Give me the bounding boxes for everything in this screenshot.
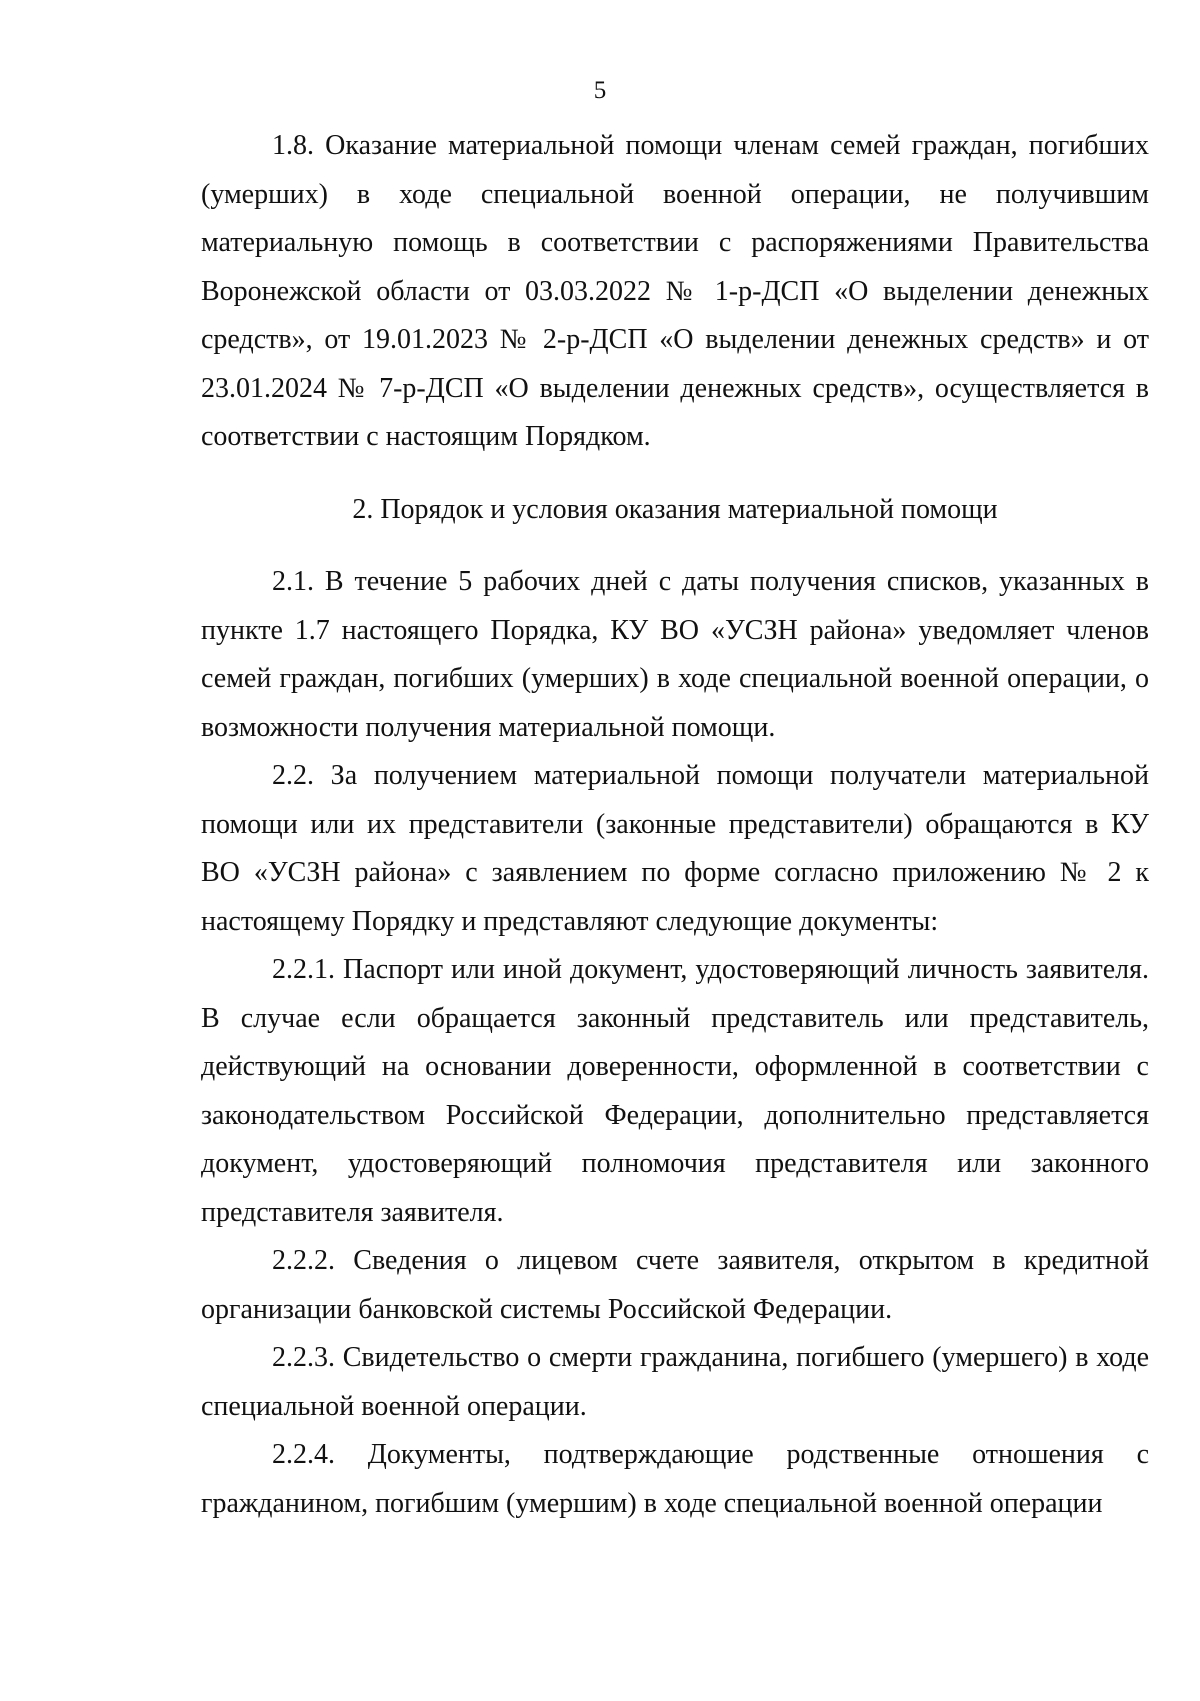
page-number: 5: [593, 77, 607, 104]
document-body: [201, 122, 1149, 1528]
paragraph-2-2-4: 2.2.4. Документы, подтверждающие родственные отношения с гражданином, погибшим (умершим) в ходе специальной военной операции: [201, 1439, 1149, 1519]
paragraph-2-2-1: 2.2.1. Паспорт или иной документ, удостоверяющий личность заявителя. В случае если обращается законный представитель или представитель, действующий на основании доверенности, оформленной в соответствии с законодательством Российской Федерации, дополнительно представляется документ, удостоверяющий полномочия представителя или законного представителя заявителя.: [201, 954, 1149, 1228]
paragraph-2-2-3: 2.2.3. Свидетельство о смерти гражданина, погибшего (умершего) в ходе специальной военной операции.: [201, 1342, 1149, 1422]
paragraph-2-2-2: 2.2.2. Сведения о лицевом счете заявителя, открытом в кредитной организации банковской системы Российской Федерации.: [201, 1245, 1149, 1325]
paragraph-2-2: 2.2. За получением материальной помощи получатели материальной помощи или их представители (законные представители) обращаются в КУ ВО «УСЗН района» с заявлением по форме согласно приложению № 2 к настоящему Порядку и представляют следующие документы:: [201, 760, 1149, 937]
paragraph-2-1: 2.1. В течение 5 рабочих дней с даты получения списков, указанных в пункте 1.7 настоящего Порядка, КУ ВО «УСЗН района» уведомляет членов семей граждан, погибших (умерших) в ходе специальной военной операции, о возможности получения материальной помощи.: [201, 566, 1149, 743]
paragraph-1-8: 1.8. Оказание материальной помощи членам семей граждан, погибших (умерших) в ходе специальной военной операции, не получившим материальную помощь в соответствии с распоряжениями Правительства Воронежской области от 03.03.2022 № 1-р-ДСП «О выделении денежных средств», от 19.01.2023 № 2-р-ДСП «О выделении денежных средств» и от 23.01.2024 № 7-р-ДСП «О выделении денежных средств», осуществляется в соответствии с настоящим Порядком.: [201, 130, 1149, 452]
section-2-heading: 2. Порядок и условия оказания материальной помощи: [352, 493, 998, 525]
